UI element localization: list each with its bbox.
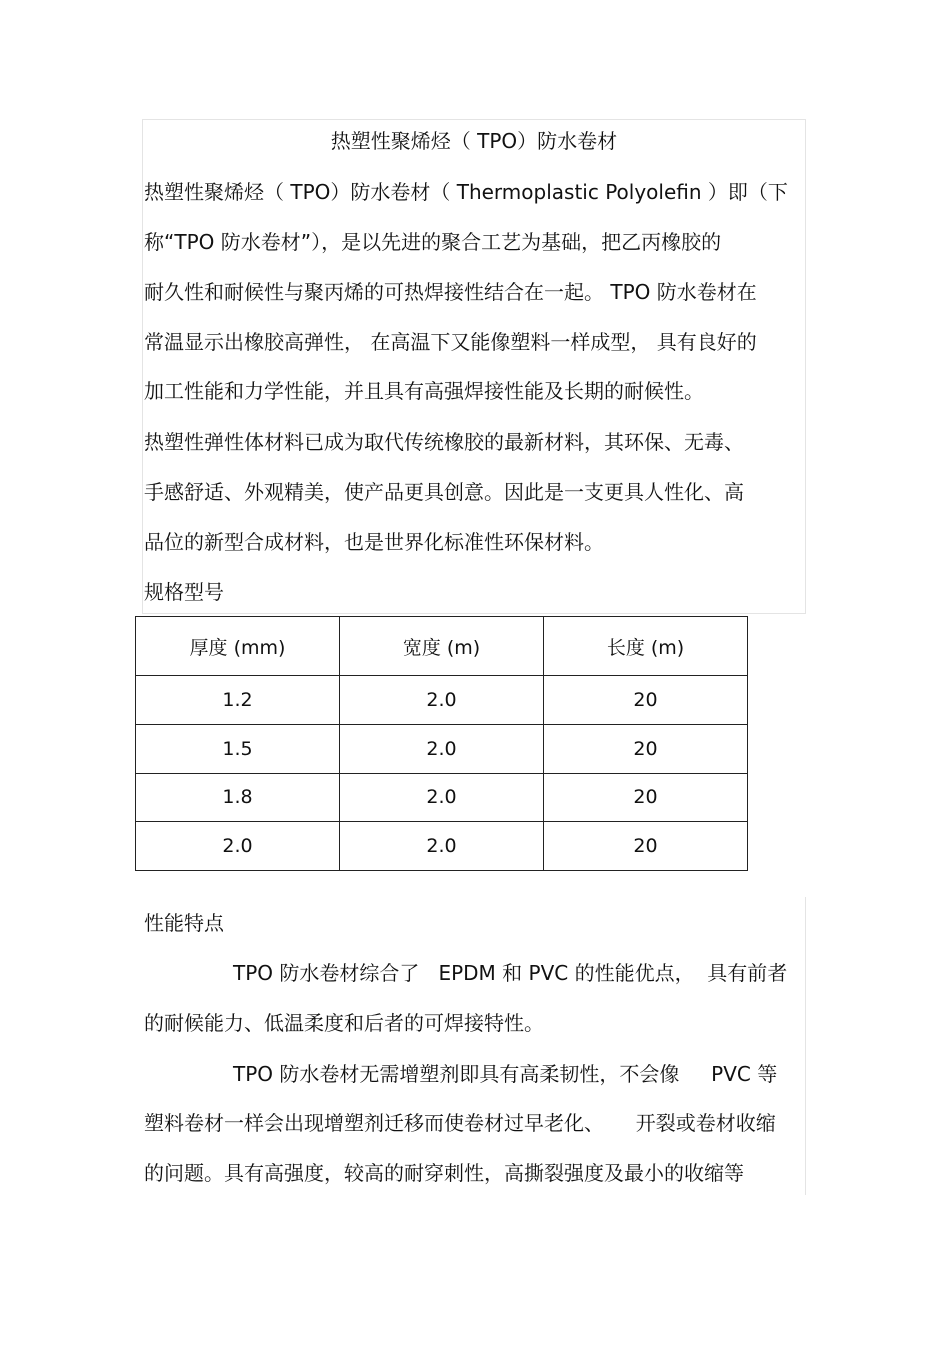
spec-table	[135, 616, 748, 871]
table-row	[136, 822, 748, 871]
table-row	[136, 773, 748, 822]
intro-line: 品位的新型合成材料，也是世界化标准性环保材料。	[144, 530, 604, 554]
features-line: 塑料卷材一样会出现增塑剂迁移而使卷材过早老化、 开裂或卷材收缩	[144, 1111, 776, 1135]
cell-length: 20	[544, 724, 748, 773]
intro-line: 手感舒适、外观精美，使产品更具创意。因此是一支更具人性化、高	[144, 480, 744, 504]
cell-thickness: 2.0	[136, 822, 340, 871]
spec-heading: 规格型号	[144, 580, 224, 604]
cell-width: 2.0	[340, 676, 544, 725]
table-header-row	[136, 617, 748, 676]
intro-line: 加工性能和力学性能，并且具有高强焊接性能及长期的耐候性。	[144, 379, 704, 403]
header-thickness: 厚度 (mm)	[136, 617, 340, 676]
features-line: 的问题。具有高强度，较高的耐穿刺性，高撕裂强度及最小的收缩等	[144, 1161, 744, 1185]
table-row	[136, 724, 748, 773]
features-heading: 性能特点	[144, 911, 224, 935]
header-length: 长度 (m)	[544, 617, 748, 676]
cell-thickness: 1.5	[136, 724, 340, 773]
cell-length: 20	[544, 676, 748, 725]
features-line: TPO 防水卷材无需增塑剂即具有高柔韧性，不会像 PVC 等	[144, 1062, 778, 1086]
cell-thickness: 1.2	[136, 676, 340, 725]
cell-width: 2.0	[340, 822, 544, 871]
cell-width: 2.0	[340, 773, 544, 822]
table-row	[136, 676, 748, 725]
features-line: TPO 防水卷材综合了 EPDM 和 PVC 的性能优点， 具有前者	[144, 961, 788, 985]
cell-length: 20	[544, 822, 748, 871]
features-line: 的耐候能力、低温柔度和后者的可焊接特性。	[144, 1011, 544, 1035]
cell-length: 20	[544, 773, 748, 822]
cell-width: 2.0	[340, 724, 544, 773]
intro-line: 耐久性和耐候性与聚丙烯的可热焊接性结合在一起。 TPO 防水卷材在	[144, 280, 757, 304]
header-width: 宽度 (m)	[340, 617, 544, 676]
intro-line: 热塑性聚烯烃（ TPO）防水卷材（ Thermoplastic Polyolefin ）即（下	[144, 180, 788, 204]
features-frame	[142, 897, 806, 1195]
intro-line: 热塑性弹性体材料已成为取代传统橡胶的最新材料，其环保、无毒、	[144, 430, 744, 454]
intro-line: 常温显示出橡胶高弹性， 在高温下又能像塑料一样成型， 具有良好的	[144, 330, 757, 354]
cell-thickness: 1.8	[136, 773, 340, 822]
intro-line: 称“TPO 防水卷材”），是以先进的聚合工艺为基础，把乙丙橡胶的	[144, 230, 722, 254]
document-title: 热塑性聚烯烃（ TPO）防水卷材	[330, 129, 618, 153]
